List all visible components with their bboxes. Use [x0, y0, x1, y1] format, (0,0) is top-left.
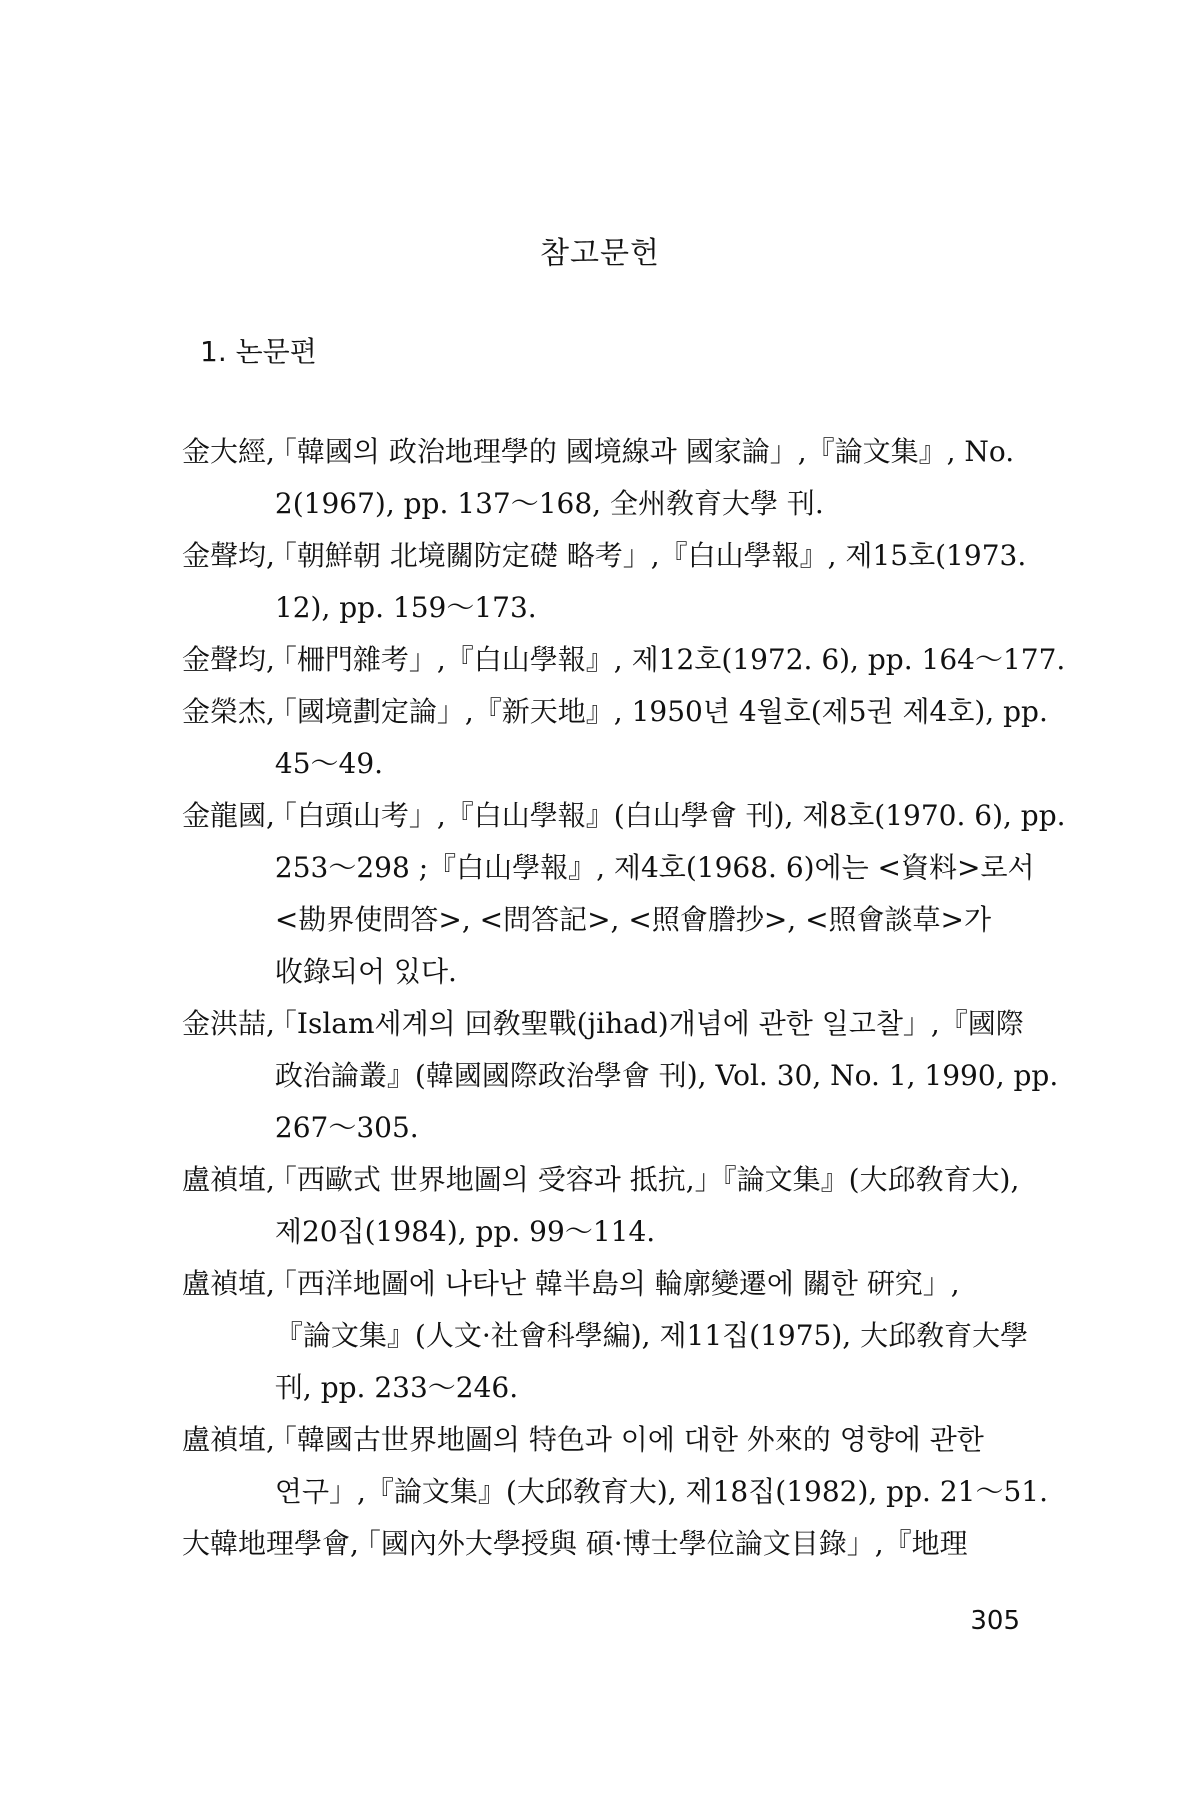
reference-entry: [182, 530, 1032, 634]
section-heading: 1. 논문편: [200, 335, 317, 368]
reference-text: 2(1967), pp. 137～168, 全州敎育大學 刊.: [274, 487, 824, 520]
reference-entry: [182, 426, 1032, 530]
reference-author: 金聲均,: [182, 539, 275, 572]
reference-text: <勘界使問答>, <問答記>, <照會謄抄>, <照會談草>가: [274, 903, 992, 936]
reference-text: 12), pp. 159～173.: [274, 591, 537, 624]
reference-text: 「韓國의 政治地理學的 國境線과 國家論」,『論文集』, No.: [268, 435, 1015, 468]
reference-text: 연구」,『論文集』(大邱敎育大), 제18집(1982), pp. 21～51.: [274, 1475, 1048, 1508]
reference-text: 『論文集』(人文·社會科學編), 제11집(1975), 大邱敎育大學: [274, 1319, 1029, 1352]
reference-text: 「柵門雜考」,『白山學報』, 제12호(1972. 6), pp. 164～177.: [268, 643, 1066, 676]
reference-text: 「韓國古世界地圖의 特色과 이에 대한 外來的 영향에 관한: [268, 1423, 984, 1456]
reference-entry: [182, 790, 1066, 998]
reference-entry: [182, 998, 1059, 1154]
reference-author: 盧禎埴,: [182, 1163, 275, 1196]
reference-author: 盧禎埴,: [182, 1267, 275, 1300]
reference-text: 「白頭山考」,『白山學報』(白山學會 刊), 제8호(1970. 6), pp.: [268, 799, 1066, 832]
reference-text: 收錄되어 있다.: [274, 955, 457, 988]
reference-author: 金洪喆,: [182, 1007, 275, 1040]
reference-text: 267～305.: [274, 1111, 419, 1144]
reference-entry: [182, 1154, 1032, 1258]
reference-text: 刊, pp. 233～246.: [274, 1371, 519, 1404]
reference-text: 「國內外大學授與 碩·博士學位論文目錄」,『地理: [352, 1527, 968, 1560]
reference-entry: [182, 1258, 1032, 1414]
reference-entry: [182, 1414, 1048, 1518]
reference-text: 政治論叢』(韓國國際政治學會 刊), Vol. 30, No. 1, 1990, pp.: [274, 1059, 1059, 1092]
reference-text: 「Islam세계의 回敎聖戰(jihad)개념에 관한 일고찰」,『國際: [268, 1007, 1024, 1040]
reference-text: 253～298 ;『白山學報』, 제4호(1968. 6)에는 <資料>로서: [274, 851, 1035, 884]
page-title: 참고문헌: [540, 236, 660, 271]
reference-text: 「國境劃定論」,『新天地』, 1950년 4월호(제5권 제4호), pp.: [268, 695, 1048, 728]
reference-text: 제20집(1984), pp. 99～114.: [274, 1215, 656, 1248]
reference-author: 盧禎埴,: [182, 1423, 275, 1456]
reference-author: 金聲均,: [182, 643, 275, 676]
reference-author: 金大經,: [182, 435, 275, 468]
reference-entry: [182, 634, 1066, 686]
reference-author: 金榮杰,: [182, 695, 275, 728]
page-number: 305: [970, 1606, 1020, 1636]
reference-text: 「西洋地圖에 나타난 韓半島의 輪廓變遷에 關한 硏究」,: [268, 1267, 960, 1300]
reference-text: 「西歐式 世界地圖의 受容과 抵抗,」『論文集』(大邱敎育大),: [268, 1163, 1020, 1196]
reference-author: 大韓地理學會,: [182, 1527, 359, 1560]
reference-text: 45～49.: [274, 747, 384, 780]
reference-entry: [182, 686, 1048, 790]
reference-list: [182, 426, 1066, 1570]
reference-entry: [182, 1518, 1032, 1570]
reference-text: 「朝鮮朝 北境關防定礎 略考」,『白山學報』, 제15호(1973.: [268, 539, 1027, 572]
reference-author: 金龍國,: [182, 799, 275, 832]
